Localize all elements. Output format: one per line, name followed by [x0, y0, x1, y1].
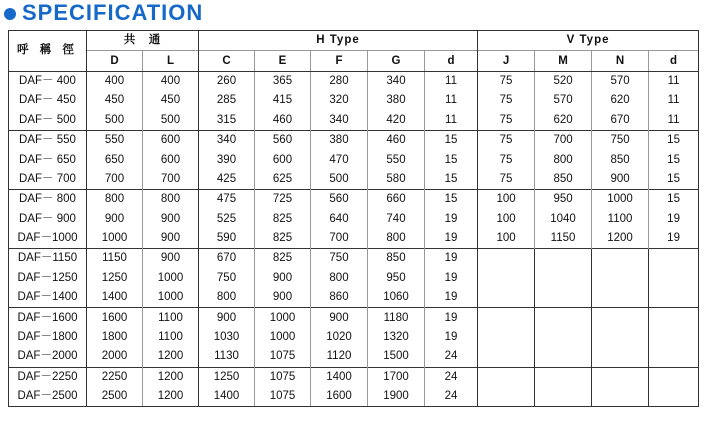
table-cell: 11 — [425, 91, 478, 110]
table-cell: 19 — [649, 210, 699, 229]
table-cell: 1120 — [311, 347, 368, 367]
table-cell: 11 — [649, 91, 699, 110]
table-cell: 11 — [649, 111, 699, 131]
table-row — [9, 387, 699, 407]
table-cell: 1100 — [143, 328, 199, 347]
header-col-e: E — [255, 51, 311, 71]
table-cell: 2000 — [87, 347, 143, 367]
table-cell: 320 — [311, 91, 368, 110]
row-model-name: DAF－1150 — [9, 249, 87, 269]
table-cell: 590 — [199, 229, 255, 249]
table-cell: 1800 — [87, 328, 143, 347]
table-cell: 900 — [311, 308, 368, 328]
table-cell: 500 — [87, 111, 143, 131]
header-col-m: M — [535, 51, 592, 71]
table-cell: 24 — [425, 367, 478, 387]
row-model-name: DAF－2500 — [9, 387, 87, 407]
table-cell: 1180 — [368, 308, 425, 328]
table-cell: 825 — [255, 229, 311, 249]
table-cell: 15 — [425, 150, 478, 169]
table-cell: 900 — [592, 170, 649, 190]
table-cell — [478, 269, 535, 288]
table-cell: 1400 — [87, 288, 143, 308]
table-cell: 425 — [199, 170, 255, 190]
table-cell — [535, 328, 592, 347]
table-cell: 560 — [311, 190, 368, 210]
table-cell: 415 — [255, 91, 311, 110]
table-cell: 470 — [311, 150, 368, 169]
header-v-type: V Type — [478, 31, 699, 51]
table-cell — [649, 269, 699, 288]
row-model-name: DAF－1400 — [9, 288, 87, 308]
table-row — [9, 210, 699, 229]
table-cell: 900 — [87, 210, 143, 229]
table-cell: 1040 — [535, 210, 592, 229]
table-cell: 260 — [199, 71, 255, 91]
table-cell: 475 — [199, 190, 255, 210]
bullet-icon — [4, 8, 16, 20]
table-cell: 100 — [478, 210, 535, 229]
table-row — [9, 308, 699, 328]
table-cell: 400 — [143, 71, 199, 91]
table-cell: 15 — [425, 190, 478, 210]
table-cell: 365 — [255, 71, 311, 91]
table-cell: 450 — [143, 91, 199, 110]
header-common: 共 通 — [87, 31, 199, 51]
table-cell: 950 — [368, 269, 425, 288]
table-cell — [478, 387, 535, 407]
table-cell: 500 — [311, 170, 368, 190]
table-row — [9, 229, 699, 249]
table-cell: 315 — [199, 111, 255, 131]
row-model-name: DAF－ 700 — [9, 170, 87, 190]
table-cell: 1600 — [87, 308, 143, 328]
table-cell: 850 — [535, 170, 592, 190]
table-cell — [649, 288, 699, 308]
table-row — [9, 347, 699, 367]
table-cell: 75 — [478, 150, 535, 169]
table-cell — [535, 387, 592, 407]
table-cell: 100 — [478, 190, 535, 210]
table-cell: 900 — [255, 288, 311, 308]
table-cell — [649, 249, 699, 269]
column-header-row — [9, 51, 699, 71]
table-cell: 340 — [368, 71, 425, 91]
table-cell: 900 — [143, 249, 199, 269]
table-row — [9, 91, 699, 110]
header-col-c: C — [199, 51, 255, 71]
table-cell: 1900 — [368, 387, 425, 407]
table-cell — [535, 367, 592, 387]
row-model-name: DAF－ 450 — [9, 91, 87, 110]
table-cell: 460 — [255, 111, 311, 131]
table-cell: 1130 — [199, 347, 255, 367]
table-cell: 625 — [255, 170, 311, 190]
table-cell: 24 — [425, 347, 478, 367]
table-cell — [592, 269, 649, 288]
table-cell: 75 — [478, 91, 535, 110]
table-cell: 100 — [478, 229, 535, 249]
table-cell: 750 — [199, 269, 255, 288]
header-nominal-size: 呼 稱 徑 — [9, 31, 87, 72]
table-cell: 1000 — [87, 229, 143, 249]
table-cell: 15 — [425, 130, 478, 150]
header-col-j: J — [478, 51, 535, 71]
table-cell: 600 — [143, 130, 199, 150]
row-model-name: DAF－ 650 — [9, 150, 87, 169]
table-cell: 1075 — [255, 367, 311, 387]
table-cell: 1200 — [143, 347, 199, 367]
table-cell: 1150 — [535, 229, 592, 249]
table-cell — [535, 308, 592, 328]
table-row — [9, 111, 699, 131]
table-cell: 19 — [649, 229, 699, 249]
table-cell: 560 — [255, 130, 311, 150]
table-cell: 15 — [649, 150, 699, 169]
table-cell: 1150 — [87, 249, 143, 269]
row-model-name: DAF－ 550 — [9, 130, 87, 150]
table-cell: 1030 — [199, 328, 255, 347]
header-col-f: F — [311, 51, 368, 71]
table-cell: 825 — [255, 249, 311, 269]
table-cell: 700 — [143, 170, 199, 190]
table-cell — [592, 347, 649, 367]
table-cell: 285 — [199, 91, 255, 110]
row-model-name: DAF－1250 — [9, 269, 87, 288]
table-cell — [592, 387, 649, 407]
table-cell: 1100 — [143, 308, 199, 328]
table-row — [9, 190, 699, 210]
table-row — [9, 249, 699, 269]
table-cell: 900 — [143, 229, 199, 249]
table-cell — [535, 288, 592, 308]
title-text: SPECIFICATION — [22, 0, 204, 25]
table-cell: 11 — [425, 71, 478, 91]
table-cell: 24 — [425, 387, 478, 407]
table-cell: 340 — [199, 130, 255, 150]
table-cell: 1200 — [143, 367, 199, 387]
table-cell: 15 — [649, 130, 699, 150]
row-model-name: DAF－ 500 — [9, 111, 87, 131]
table-cell: 800 — [87, 190, 143, 210]
table-cell: 1000 — [143, 288, 199, 308]
header-col-g: G — [368, 51, 425, 71]
table-row — [9, 150, 699, 169]
table-cell: 950 — [535, 190, 592, 210]
table-cell: 2250 — [87, 367, 143, 387]
table-cell — [592, 367, 649, 387]
table-cell: 1250 — [199, 367, 255, 387]
table-cell: 19 — [425, 269, 478, 288]
table-cell: 1400 — [311, 367, 368, 387]
table-cell: 600 — [143, 150, 199, 169]
table-cell: 390 — [199, 150, 255, 169]
table-cell — [592, 249, 649, 269]
table-cell — [535, 347, 592, 367]
table-cell: 1250 — [87, 269, 143, 288]
table-cell: 1075 — [255, 387, 311, 407]
table-cell: 19 — [425, 210, 478, 229]
table-cell: 570 — [535, 91, 592, 110]
table-cell — [649, 387, 699, 407]
table-cell: 1060 — [368, 288, 425, 308]
table-cell: 19 — [425, 308, 478, 328]
table-cell: 1600 — [311, 387, 368, 407]
row-model-name: DAF－2000 — [9, 347, 87, 367]
table-cell: 700 — [311, 229, 368, 249]
table-row — [9, 130, 699, 150]
table-cell: 1020 — [311, 328, 368, 347]
table-cell: 1200 — [592, 229, 649, 249]
table-cell — [649, 308, 699, 328]
row-model-name: DAF－2250 — [9, 367, 87, 387]
table-cell: 19 — [425, 328, 478, 347]
table-cell: 800 — [143, 190, 199, 210]
table-cell: 19 — [425, 249, 478, 269]
table-row — [9, 170, 699, 190]
table-cell: 2500 — [87, 387, 143, 407]
table-cell: 15 — [425, 170, 478, 190]
table-row — [9, 328, 699, 347]
table-cell: 850 — [368, 249, 425, 269]
table-row — [9, 367, 699, 387]
table-cell: 75 — [478, 71, 535, 91]
row-model-name: DAF－ 800 — [9, 190, 87, 210]
spec-title — [4, 0, 203, 26]
table-cell: 75 — [478, 170, 535, 190]
table-cell: 340 — [311, 111, 368, 131]
table-cell: 520 — [535, 71, 592, 91]
table-cell: 75 — [478, 111, 535, 131]
header-col-n: N — [592, 51, 649, 71]
table-cell: 1320 — [368, 328, 425, 347]
table-cell: 900 — [255, 269, 311, 288]
table-cell: 800 — [199, 288, 255, 308]
table-cell — [649, 328, 699, 347]
table-row — [9, 71, 699, 91]
table-cell: 700 — [87, 170, 143, 190]
table-cell: 900 — [143, 210, 199, 229]
row-model-name: DAF－ 400 — [9, 71, 87, 91]
table-cell — [478, 288, 535, 308]
table-cell — [478, 308, 535, 328]
table-cell: 725 — [255, 190, 311, 210]
table-cell — [478, 328, 535, 347]
table-cell: 660 — [368, 190, 425, 210]
header-col-v-d: d — [649, 51, 699, 71]
table-cell: 580 — [368, 170, 425, 190]
spec-body — [9, 71, 699, 407]
table-cell: 740 — [368, 210, 425, 229]
table-cell: 640 — [311, 210, 368, 229]
table-cell: 15 — [649, 190, 699, 210]
table-cell: 1000 — [592, 190, 649, 210]
table-cell: 800 — [535, 150, 592, 169]
table-cell: 1000 — [255, 328, 311, 347]
table-cell — [478, 367, 535, 387]
table-cell: 19 — [425, 229, 478, 249]
table-cell: 525 — [199, 210, 255, 229]
row-model-name: DAF－ 900 — [9, 210, 87, 229]
table-cell: 280 — [311, 71, 368, 91]
table-cell: 11 — [649, 71, 699, 91]
table-cell: 900 — [199, 308, 255, 328]
table-cell — [535, 249, 592, 269]
table-row — [9, 269, 699, 288]
table-cell: 420 — [368, 111, 425, 131]
header-col-l: L — [143, 51, 199, 71]
table-cell: 550 — [368, 150, 425, 169]
spec-table — [8, 30, 699, 407]
table-cell: 825 — [255, 210, 311, 229]
header-col-h-d: d — [425, 51, 478, 71]
table-cell: 380 — [311, 130, 368, 150]
table-cell: 600 — [255, 150, 311, 169]
table-cell — [592, 328, 649, 347]
table-cell — [592, 288, 649, 308]
table-cell: 620 — [592, 91, 649, 110]
table-cell — [592, 308, 649, 328]
table-cell: 1500 — [368, 347, 425, 367]
table-cell: 11 — [425, 111, 478, 131]
table-cell: 1400 — [199, 387, 255, 407]
table-cell: 1000 — [143, 269, 199, 288]
table-cell: 1700 — [368, 367, 425, 387]
table-cell: 400 — [87, 71, 143, 91]
table-cell: 570 — [592, 71, 649, 91]
table-cell: 850 — [592, 150, 649, 169]
table-cell: 1100 — [592, 210, 649, 229]
table-cell: 450 — [87, 91, 143, 110]
table-cell: 750 — [592, 130, 649, 150]
table-cell — [478, 347, 535, 367]
table-cell — [649, 347, 699, 367]
table-cell — [535, 269, 592, 288]
table-cell: 19 — [425, 288, 478, 308]
table-cell: 380 — [368, 91, 425, 110]
table-cell: 1200 — [143, 387, 199, 407]
row-model-name: DAF－1600 — [9, 308, 87, 328]
table-cell: 860 — [311, 288, 368, 308]
table-cell: 800 — [311, 269, 368, 288]
table-cell: 15 — [649, 170, 699, 190]
row-model-name: DAF－1800 — [9, 328, 87, 347]
table-cell — [649, 367, 699, 387]
header-col-d: D — [87, 51, 143, 71]
table-cell: 460 — [368, 130, 425, 150]
table-cell: 800 — [368, 229, 425, 249]
table-cell: 670 — [592, 111, 649, 131]
table-cell: 650 — [87, 150, 143, 169]
table-cell: 500 — [143, 111, 199, 131]
table-cell: 550 — [87, 130, 143, 150]
table-cell — [478, 249, 535, 269]
table-cell: 620 — [535, 111, 592, 131]
header-h-type: H Type — [199, 31, 478, 51]
table-cell: 750 — [311, 249, 368, 269]
table-cell: 75 — [478, 130, 535, 150]
table-cell: 1075 — [255, 347, 311, 367]
table-cell: 670 — [199, 249, 255, 269]
table-cell: 1000 — [255, 308, 311, 328]
row-model-name: DAF－1000 — [9, 229, 87, 249]
table-row — [9, 288, 699, 308]
table-cell: 700 — [535, 130, 592, 150]
